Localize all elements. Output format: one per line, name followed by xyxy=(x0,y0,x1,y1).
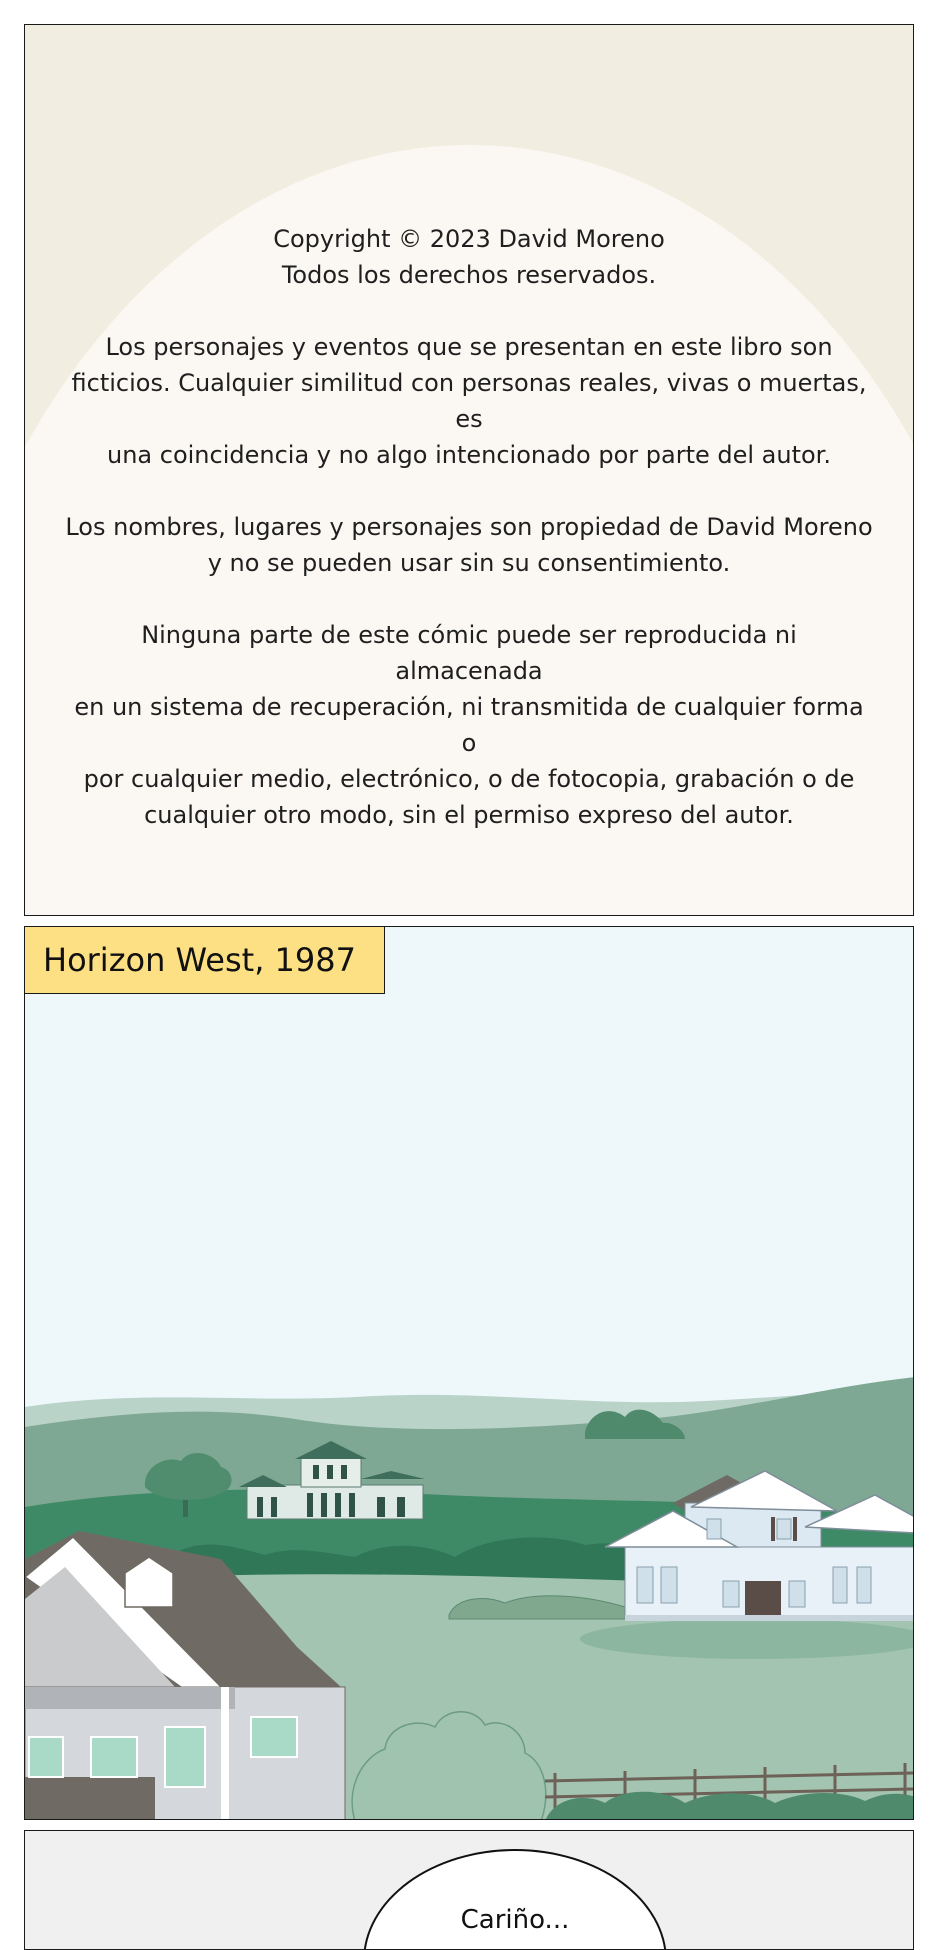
landscape-panel xyxy=(24,926,914,1820)
reproduction-line-4: cualquier otro modo, sin el permiso expreso del autor. xyxy=(144,801,794,829)
names-line-2: y no se pueden usar sin su consentimiento. xyxy=(207,549,731,577)
speech-bubble xyxy=(363,1849,667,1950)
reproduction-line-1: Ninguna parte de este cómic puede ser reproducida ni almacenada xyxy=(141,621,797,685)
reproduction-line-3: por cualquier medio, electrónico, o de fotocopia, grabación o de xyxy=(83,765,855,793)
fiction-line-3: una coincidencia y no algo intencionado por parte del autor. xyxy=(107,441,831,469)
location-caption: Horizon West, 1987 xyxy=(24,926,385,994)
reproduction-notice xyxy=(65,617,873,833)
landscape-illustration xyxy=(25,927,914,1820)
copyright-line: Copyright © 2023 David Moreno xyxy=(273,225,665,253)
rights-line: Todos los derechos reservados. xyxy=(281,261,657,289)
copyright-panel xyxy=(24,24,914,916)
dialog-panel xyxy=(24,1830,914,1950)
fiction-line-2: ficticios. Cualquier similitud con personas reales, vivas o muertas, es xyxy=(71,369,867,433)
fiction-disclaimer xyxy=(65,329,873,473)
reproduction-line-2: en un sistema de recuperación, ni transmitida de cualquier forma o xyxy=(74,693,864,757)
copyright-text-block xyxy=(65,221,873,869)
copyright-header xyxy=(65,221,873,293)
names-property-notice xyxy=(65,509,873,581)
names-line-1: Los nombres, lugares y personajes son propiedad de David Moreno xyxy=(65,513,873,541)
fiction-line-1: Los personajes y eventos que se presentan en este libro son xyxy=(105,333,833,361)
speech-bubble-text: Cariño... xyxy=(460,1905,570,1935)
field-shadow xyxy=(580,1619,914,1659)
